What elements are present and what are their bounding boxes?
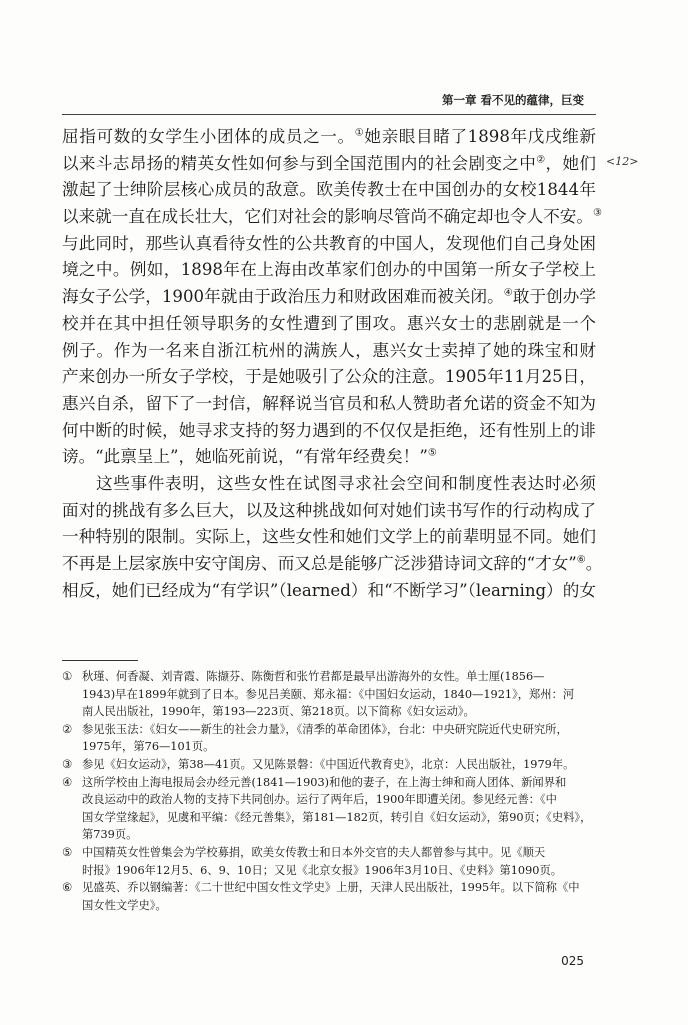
footnote-line: 国女性文学史》。 (82, 898, 167, 912)
footnote-line: 这所学校由上海电报局会办经元善(1841—1903)和他的妻子，在上海士绅和商人团体、新闻界和 (82, 775, 567, 789)
body-line: 惠兴自杀，留下了一封信，解释说当官员和私人赞助者允诺的资金不知为 (62, 393, 596, 413)
footnote-line: 1975年，第76—101页。 (82, 740, 215, 754)
footnote-rule (62, 660, 138, 661)
body-line: 以来就一直在成长壮大，它们对社会的影响尽管尚不确定却也令人不安。③ (62, 207, 602, 227)
body-line: 一种特别的限制。实际上，这些女性和她们文学上的前辈明显不同。她们 (62, 527, 596, 547)
body-line: 与此同时，那些认真看待女性的公共教育的中国人，发现他们自己身处困 (62, 233, 596, 253)
body-line: 相反，她们已经成为“有学识”（learned）和“不断学习”（learning）的女 (62, 580, 596, 600)
header-rule (62, 114, 596, 115)
body-line: 校并在其中担任领导职务的女性遭到了围攻。惠兴女士的悲剧就是一个 (62, 313, 596, 333)
footnote (62, 774, 596, 844)
footnote-line: 参见张玉法：《妇女——新生的社会力量》，《清季的革命团体》，台北：中央研究院近代史研究所， (82, 722, 568, 736)
footnote (62, 844, 596, 879)
footnote-number: ⑥ (62, 881, 73, 895)
body-line: 屈指可数的女学生小团体的成员之一。①她亲眼目睹了1898年戊戌维新 (62, 127, 596, 146)
footnote-number: ③ (62, 757, 73, 771)
footnote-marker[interactable]: ⑥ (576, 554, 586, 566)
body-text (62, 124, 603, 604)
footnote-line: 见盛英、乔以钢编著：《二十世纪中国女性文学史》上册，天津人民出版社，1995年。以下简称《中 (82, 881, 580, 895)
footnote-marker[interactable]: ③ (593, 207, 602, 219)
body-line: 面对的挑战有多么巨大，以及这种挑战如何对她们读书写作的行动构成了 (62, 500, 596, 520)
footnote (62, 879, 596, 914)
body-line: 不再是上层家族中安守闺房、而又总是能够广泛涉猎诗词文辞的“才女”⑥。 (62, 554, 603, 573)
page-number: 025 (561, 954, 584, 968)
footnote-marker[interactable]: ④ (503, 287, 513, 299)
footnote-number: ④ (62, 775, 73, 789)
footnote-line: 时报》1906年12月5、6、9、10日；又见《北京女报》1906年3月10日、《史料》第1090页。 (82, 863, 563, 877)
footnote-line: 秋瑾、何香凝、刘青霞、陈撷芬、陈衡哲和张竹君都是最早出游海外的女性。单士厘(1856— (82, 670, 545, 683)
footnote-line: 国女学堂缘起》，见虞和平编：《经元善集》，第181—182页，转引自《妇女运动》，第90页；《史料》， (82, 810, 592, 824)
footnote (62, 668, 596, 721)
footnote-number: ⑤ (62, 845, 73, 859)
footnote-number: ① (62, 670, 73, 683)
footnote-line: 参见《妇女运动》，第38—41页。又见陈景磐：《中国近代教育史》，北京：人民出版社，1979年。 (82, 757, 575, 771)
footnote-line: 中国精英女性曾集会为学校募捐，欧美女传教士和日本外交官的夫人都曾参与其中。见《顺天 (82, 845, 546, 859)
body-line: 何中断的时候，她寻求支持的努力遇到的不仅仅是拒绝，还有性别上的诽 (62, 420, 596, 440)
body-line: 激起了士绅阶层核心成员的敌意。欧美传教士在中国创办的女校1844年 (62, 180, 596, 200)
body-line: 境之中。例如，1898年在上海由改革家们创办的中国第一所女子学校上 (62, 260, 596, 280)
footnote-line: 1943)早在1899年就到了日本。参见吕美颐、郑永福：《中国妇女运动，1840—1921》，郑州：河 (82, 687, 575, 701)
footnote-line: 第739页。 (82, 828, 138, 842)
body-line: 以来斗志昂扬的精英女性如何参与到全国范围内的社会剧变之中②，她们 (62, 153, 597, 173)
footnote (62, 721, 596, 756)
footnotes (62, 668, 596, 914)
body-line: 海女子公学，1900年就由于政治压力和财政困难而被关闭。④敢于创办学 (62, 287, 597, 307)
footnote-marker[interactable]: ① (354, 127, 365, 139)
footnote-number: ② (62, 722, 73, 736)
body-line: 例子。作为一名来自浙江杭州的满族人，惠兴女士卖掉了她的珠宝和财 (62, 340, 596, 360)
footnote (62, 756, 596, 774)
footnote-marker[interactable]: ② (536, 154, 546, 166)
body-line: 谤。“此禀呈上”，她临死前说，“有常年经费矣！”⑤ (62, 447, 437, 467)
running-head: 第一章 看不见的蕴律，巨变 (441, 93, 584, 107)
margin-page-reference: <12> (606, 155, 639, 168)
footnote-marker[interactable]: ⑤ (427, 447, 437, 459)
footnote-line: 改良运动中的政治人物的支持下共同创办。运行了两年后，1900年即遭关闭。参见经元善：《中 (82, 793, 557, 807)
body-line: 产来创办一所女子学校，于是她吸引了公众的注意。1905年11月25日， (62, 367, 596, 387)
footnote-line: 南人民出版社，1990年，第193—223页、第218页。以下简称《妇女运动》。 (82, 705, 475, 719)
body-line: 这些事件表明，这些女性在试图寻求社会空间和制度性表达时必须 (96, 473, 596, 493)
